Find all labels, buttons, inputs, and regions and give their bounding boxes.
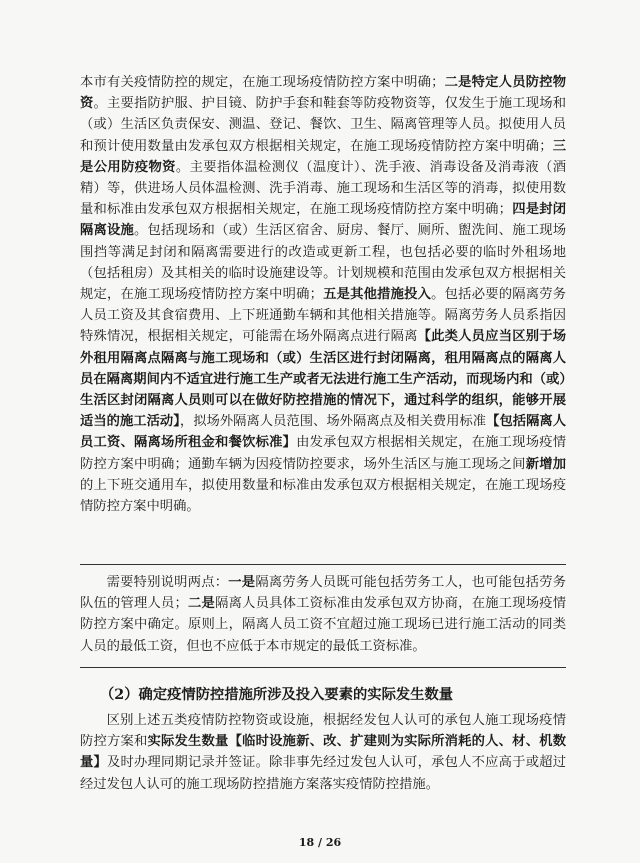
text-run: 由发承包双方根据相关规定，在施工现场疫情防控方案中明确；通勤车辆为因疫情防控要求，场外生活区与施工现场之间 xyxy=(80,435,567,472)
text-run: 隔离人员具体工资标准由发承包双方协商，在施工现场疫情防控方案中确定。原则上，隔离人员工资不宜超过施工现场已进行施工活动的同类人员的最低工资，但也不应低于本市规定的最低工资标准。 xyxy=(80,596,567,654)
bold-run: 一是 xyxy=(228,575,256,590)
paragraph-notes xyxy=(80,572,566,657)
bold-run: 三是公用防疫物资 xyxy=(80,138,567,175)
text-run: 及时办理同期记录并签证。除非事先经过发包人认可，承包人不应高于或超过经过发包人认可的施工现场防控措施方案落实疫情防控措施。 xyxy=(80,755,567,792)
text-run: ，拟场外隔离人员范围、场外隔离点及相关费用标准 xyxy=(179,414,487,430)
text-run: 本市有关疫情防控的规定，在施工现场疫情防控方案中明确； xyxy=(80,75,445,90)
text-run: 需要特别说明两点： xyxy=(106,575,229,590)
text-run: 。主要指防护服、护目镜、防护手套和鞋套等防疫物资等，仅发生于施工现场和（或）生活区负责保安、测温、登记、餐饮、卫生、隔离管理等人员。拟使用人员和预计使用数量由发承包双方根据相关规定，在施工现场疫情防控方案中明确； xyxy=(80,96,567,154)
section-heading: （2）确定疫情防控措施所涉及投入要素的实际发生数量 xyxy=(100,687,454,703)
divider-top xyxy=(80,564,566,565)
bold-run: 实际发生数量【临时设施新、改、扩建则为实际所消耗的人、材、机数量】 xyxy=(80,734,567,771)
bold-run: 二是特定人员防控物资 xyxy=(80,75,567,112)
text-run: 隔离劳务人员既可能包括劳务工人，也可能包括劳务队伍的管理人员； xyxy=(80,575,567,612)
text-run: 区别上述五类疫情防控物资或设施，根据经发包人认可的承包人施工现场疫情防控方案和 xyxy=(80,713,566,750)
divider-bottom xyxy=(80,667,566,668)
bold-run: 【此类人员应当区别于场外租用隔离点隔离与施工现场和（或）生活区进行封闭隔离，租用隔离点的隔离人员在隔离期间内不适宜进行施工生产或者无法进行施工生产活动，而现场内和（或）生活区封闭隔离人员则可以在做好防控措施的情况下，通过科学的组织，能够开展适当的施工活动】 xyxy=(80,329,567,430)
bold-run: 二是 xyxy=(187,596,216,612)
bold-run: 【包括隔离人员工资、隔离场所租金和餐饮标准】 xyxy=(80,414,566,451)
text-run: 。包括必要的隔离劳务人员工资及其食宿费用、上下班通勤车辆和其他相关措施等。隔离劳务人员系指因特殊情况，根据相关规定，可能需在场外隔离点进行隔离 xyxy=(80,287,567,345)
bold-run: 五是其他措施投入 xyxy=(322,287,432,303)
bold-run: 四是封闭隔离设施 xyxy=(80,202,567,239)
text-run: 。包括现场和（或）生活区宿舍、厨房、餐厅、厕所、盥洗间、施工现场围挡等满足封闭和隔离需要进行的改造或更新工程，也包括必要的临时外租场地（包括租房）及其相关的临时设施建设等。计划规模和范围由发承包双方根据相关规定，在施工现场疫情防控方案中明确； xyxy=(80,223,567,303)
page-number: 18 / 26 xyxy=(298,836,342,849)
paragraph-quantity xyxy=(80,710,566,795)
paragraph-measures xyxy=(80,72,566,517)
text-run: 。主要指体温检测仪（温度计）、洗手液、消毒设备及消毒液（酒精）等，供进场人员体温检测、洗手消毒、施工现场和生活区等的消毒，拟使用数量和标准由发承包双方根据相关规定，在施工现场疫情防控方案中明确； xyxy=(80,159,566,218)
bold-run: 新增加 xyxy=(525,456,567,472)
text-run: 的上下班交通用车，拟使用数量和标准由发承包双方根据相关规定，在施工现场疫情防控方案中明确。 xyxy=(80,477,566,515)
